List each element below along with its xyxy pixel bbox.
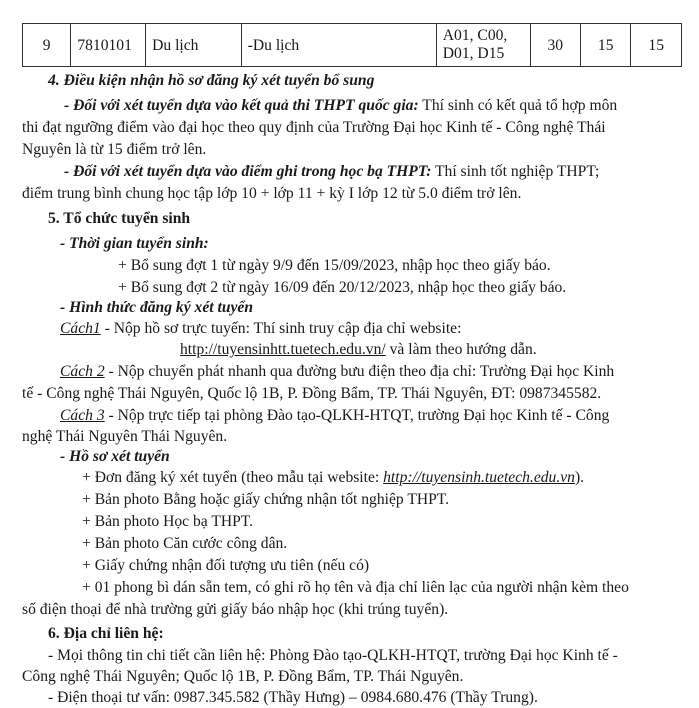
section-5-heading: 5. Tổ chức tuyển sinh xyxy=(48,210,191,227)
row-combo xyxy=(436,24,530,67)
s5-doc-6-line2: số điện thoại để nhà trường gửi giấy báo nhập học (khi trúng tuyển). xyxy=(22,601,449,618)
row-quota-1: 30 xyxy=(530,24,580,67)
s5-method-label: - Hình thức đăng ký xét tuyển xyxy=(60,299,254,316)
s5-doc-6: + 01 phong bì dán sẵn tem, có ghi rõ họ tên và địa chỉ liên lạc của người nhận kèm theo xyxy=(82,579,629,596)
doc-1-tail: ). xyxy=(574,469,585,486)
s5-docs-label: - Hồ sơ xét tuyển xyxy=(60,448,170,465)
s5-time-1: + Bổ sung đợt 1 từ ngày 9/9 đến 15/09/2023, nhập học theo giấy báo. xyxy=(118,257,551,274)
s5-doc-5: + Giấy chứng nhận đối tượng ưu tiên (nếu có) xyxy=(82,557,370,574)
method-2-label: Cách 2 xyxy=(60,363,105,380)
row-stt: 9 xyxy=(23,24,71,67)
s4-para1-line3: Nguyên là từ 15 điểm trở lên. xyxy=(22,141,207,158)
row-code: 7810101 xyxy=(71,24,146,67)
s5-method-2-line2: tế - Công nghệ Thái Nguyên, Quốc lộ 1B, P. Đồng Bẩm, TP. Thái Nguyên, ĐT: 0987345582. xyxy=(22,385,602,402)
quota-table-row xyxy=(22,23,682,67)
section-6-heading: 6. Địa chỉ liên hệ: xyxy=(48,625,164,642)
s4-para2-rest: Thí sinh tốt nghiệp THPT; xyxy=(431,163,600,180)
method-1-label: Cách1 xyxy=(60,320,101,337)
s4-para1-label: - Đối với xét tuyển dựa vào kết quả thi THPT quốc gia: xyxy=(64,97,419,114)
tuyensinh-website-link[interactable]: http://tuyensinhtt.tuetech.edu.vn/ xyxy=(180,341,386,358)
s6-contact-1-line2: Công nghệ Thái Nguyên; Quốc lộ 1B, P. Đồng Bẩm, TP. Thái Nguyên. xyxy=(22,668,464,685)
s5-doc-1 xyxy=(82,467,584,488)
s5-method-2 xyxy=(60,361,614,382)
s4-para1-line2: thi đạt ngưỡng điểm vào đại học theo quy định của Trường Đại học Kinh tế - Công nghệ Thái xyxy=(22,119,606,136)
s4-para2 xyxy=(64,161,599,182)
s6-contact-2: - Điện thoại tư vấn: 0987.345.582 (Thầy Hưng) – 0984.680.476 (Thầy Trung). xyxy=(48,689,538,706)
s6-contact-1: - Mọi thông tin chi tiết cần liên hệ: Phòng Đào tạo-QLKH-HTQT, trường Đại học Kinh tế - xyxy=(48,647,618,664)
s5-doc-2: + Bản photo Bằng hoặc giấy chứng nhận tốt nghiệp THPT. xyxy=(82,491,450,508)
section-4-heading: 4. Điều kiện nhận hồ sơ đăng ký xét tuyển bổ sung xyxy=(48,72,375,89)
s5-method-3-line2: nghệ Thái Nguyên Thái Nguyên. xyxy=(22,428,228,445)
s4-para1 xyxy=(64,95,617,116)
s5-time-label: - Thời gian tuyển sinh: xyxy=(60,235,209,252)
s5-method-3 xyxy=(60,405,609,426)
row-quota-3: 15 xyxy=(631,24,682,67)
s4-para2-label: - Đối với xét tuyển dựa vào điểm ghi trong học bạ THPT: xyxy=(64,163,432,180)
row-combo-line2: D01, D15 xyxy=(442,45,505,62)
s5-time-2: + Bổ sung đợt 2 từ ngày 16/09 đến 20/12/2023, nhập học theo giấy báo. xyxy=(118,279,567,296)
s4-para1-rest: Thí sinh có kết quả tổ hợp môn xyxy=(418,97,618,114)
doc-1-text: + Đơn đăng ký xét tuyển (theo mẫu tại website: xyxy=(82,469,384,486)
row-quota-2: 15 xyxy=(581,24,631,67)
row-name: Du lịch xyxy=(146,24,242,67)
row-combo-line1: A01, C00, xyxy=(442,27,508,44)
method-1-text: - Nộp hồ sơ trực tuyến: Thí sinh truy cập địa chỉ website: xyxy=(100,320,462,337)
method-3-label: Cách 3 xyxy=(60,407,105,424)
s4-para2-line2: điểm trung bình chung học tập lớp 10 + lớp 11 + kỳ I lớp 12 từ 5.0 điểm trở lên. xyxy=(22,185,522,202)
s5-doc-3: + Bản photo Học bạ THPT. xyxy=(82,513,254,530)
tuyensinh-form-link[interactable]: http://tuyensinh.tuetech.edu.vn xyxy=(383,469,575,486)
method-2-text: - Nộp chuyển phát nhanh qua đường bưu điện theo địa chỉ: Trường Đại học Kinh xyxy=(104,363,615,380)
s5-doc-4: + Bản photo Căn cước công dân. xyxy=(82,535,288,552)
table-row xyxy=(23,24,682,67)
s5-method-1 xyxy=(60,318,461,339)
s5-method-1-line2 xyxy=(180,339,537,360)
method-3-text: - Nộp trực tiếp tại phòng Đào tạo-QLKH-HTQT, trường Đại học Kinh tế - Công xyxy=(104,407,610,424)
row-major: -Du lịch xyxy=(241,24,436,67)
method-1-tail: và làm theo hướng dẫn. xyxy=(385,341,537,358)
